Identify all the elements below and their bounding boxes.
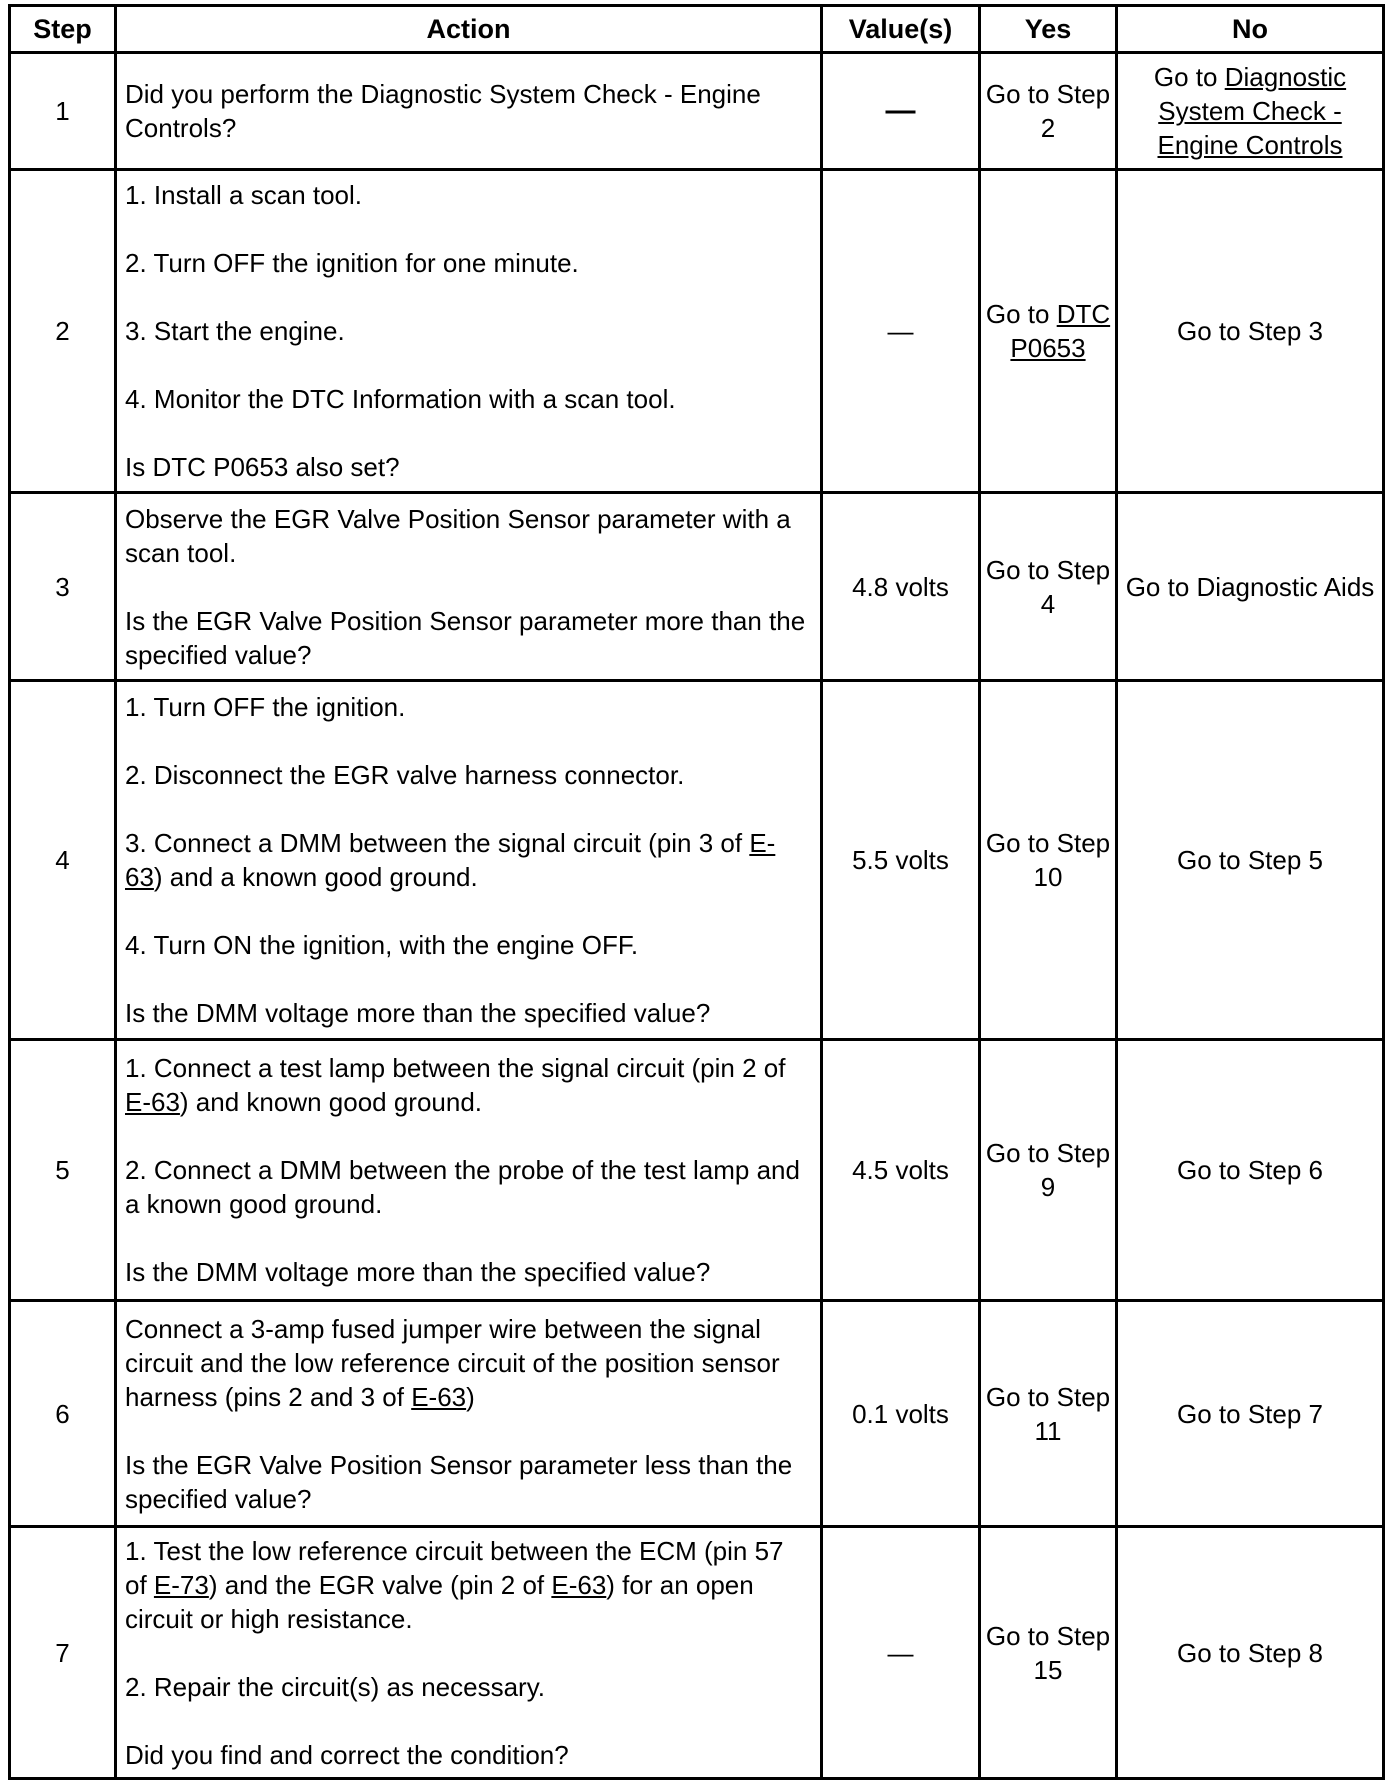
step-number: 1 [10,53,116,170]
text-run: 1. Test the low reference circuit between the ECM (pin 57 of [125,1535,784,1600]
action-paragraph [125,77,812,145]
text-run: 2. Turn OFF the ignition for one minute. [125,248,579,278]
table-row [10,681,1384,1040]
text-run: Go to Step 3 [1177,316,1323,346]
action-paragraph [125,1670,812,1704]
text-run: 2. Disconnect the EGR valve harness connector. [125,760,685,790]
text-run: Go to Step 11 [985,1381,1111,1446]
action-paragraph [125,1448,812,1516]
text-run: Go to Step 15 [985,1620,1111,1685]
text-run: Go to Step 8 [1177,1637,1323,1668]
text-run: 2. Repair the circuit(s) as necessary. [125,1671,545,1702]
text-run: Did you find and correct the condition? [125,1739,569,1770]
text-run: 3. Connect a DMM between the signal circuit (pin 3 of [125,828,750,858]
no-cell [1117,681,1384,1040]
text-run: 3. Start the engine. [125,316,345,346]
no-cell [1117,1527,1384,1779]
yes-cell [980,1301,1117,1527]
action-paragraph [125,604,812,672]
value-cell: 4.5 volts [822,1040,980,1301]
text-run: 1. Connect a test lamp between the signal circuit (pin 2 of [125,1053,786,1083]
action-paragraph [125,1051,812,1119]
action-paragraph [125,314,812,348]
reference-link[interactable]: E-63 [551,1569,607,1600]
text-run: Go to [985,299,1057,329]
action-paragraph [125,382,812,416]
text-run: Is the EGR Valve Position Sensor parameter more than the specified value? [125,605,806,670]
action-paragraph [125,502,812,570]
reference-link[interactable]: E-63 [411,1381,467,1412]
action-cell [116,170,822,493]
step-number: 5 [10,1040,116,1301]
action-cell [116,1040,822,1301]
table-row [10,1527,1384,1779]
value-cell: 0.1 volts [822,1301,980,1527]
action-cell [116,1301,822,1527]
yes-cell [980,53,1117,170]
action-paragraph [125,178,812,212]
action-paragraph [125,928,812,962]
action-paragraph [125,450,812,484]
table-row [10,1040,1384,1301]
text-run: ) [466,1381,475,1412]
yes-cell [980,681,1117,1040]
text-run: Go to Step 9 [985,1138,1111,1202]
no-cell [1117,493,1384,681]
no-cell [1117,1040,1384,1301]
no-header: No [1117,6,1384,53]
action-paragraph [125,826,812,894]
value-cell: — [822,170,980,493]
table-row [10,493,1384,681]
text-run: Go to Step 10 [985,828,1111,892]
no-cell [1117,1301,1384,1527]
values-header: Value(s) [822,6,980,53]
text-run: Is the DMM voltage more than the specified value? [125,1257,711,1287]
reference-link[interactable]: E-73 [153,1569,209,1600]
step-number: 4 [10,681,116,1040]
text-run: Is the EGR Valve Position Sensor parameter less than the specified value? [125,1449,793,1514]
value-cell: — [822,1527,980,1779]
action-paragraph [125,758,812,792]
step-number: 7 [10,1527,116,1779]
yes-cell [980,1040,1117,1301]
text-run: Go to Step 2 [985,79,1111,143]
action-cell [116,493,822,681]
header-row [10,6,1384,53]
yes-cell [980,1527,1117,1779]
step-header: Step [10,6,116,53]
action-paragraph [125,690,812,724]
reference-link[interactable]: E-63 [125,1087,180,1117]
text-run: Did you perform the Diagnostic System Check - Engine Controls? [125,79,761,143]
action-paragraph [125,1255,812,1289]
action-header: Action [116,6,822,53]
text-run: ) and a known good ground. [153,862,478,892]
table-row [10,170,1384,493]
text-run: Go to Step 4 [985,554,1111,619]
action-paragraph [125,1153,812,1221]
text-run: 4. Turn ON the ignition, with the engine OFF. [125,930,639,960]
action-paragraph [125,996,812,1030]
text-run: Is the DMM voltage more than the specified value? [125,998,711,1028]
yes-header: Yes [980,6,1117,53]
no-cell [1117,53,1384,170]
value-cell: 4.8 volts [822,493,980,681]
action-paragraph [125,1312,812,1414]
text-run: Go to Step 5 [1177,845,1323,875]
text-run: Observe the EGR Valve Position Sensor parameter with a scan tool. [125,503,791,568]
action-cell [116,1527,822,1779]
text-run: 1. Turn OFF the ignition. [125,692,406,722]
step-number: 3 [10,493,116,681]
reference-link[interactable]: DTC P0653 [1010,299,1111,363]
action-cell [116,53,822,170]
step-number: 6 [10,1301,116,1527]
action-cell [116,681,822,1040]
text-run: 4. Monitor the DTC Information with a scan tool. [125,384,676,414]
text-run: Go to Step 7 [1177,1398,1323,1429]
text-run: Go to Step 6 [1177,1155,1323,1185]
yes-cell [980,493,1117,681]
text-run: Connect a 3-amp fused jumper wire between the signal circuit and the low reference circuit of the position sensor harness (pins 2 and 3 of [125,1313,780,1412]
action-paragraph [125,1738,812,1772]
text-run: ) and known good ground. [179,1087,483,1117]
action-paragraph [125,1534,812,1636]
text-run: Is DTC P0653 also set? [125,452,400,482]
table-row [10,1301,1384,1527]
text-run: ) for an open circuit or high resistance. [125,1569,754,1634]
reference-link[interactable]: E-63 [125,828,776,892]
table-row [10,53,1384,170]
value-cell: 5.5 volts [822,681,980,1040]
no-cell [1117,170,1384,493]
action-paragraph [125,246,812,280]
value-cell: — [822,53,980,170]
reference-link[interactable]: Diagnostic System Check - Engine Controls [1157,62,1347,160]
diagnostic-table [8,4,1385,1780]
text-run: Go to [1153,62,1225,92]
text-run: ) and the EGR valve (pin 2 of [208,1569,552,1600]
text-run: 1. Install a scan tool. [125,180,363,210]
text-run: Go to Diagnostic Aids [1125,571,1375,602]
text-run: 2. Connect a DMM between the probe of the test lamp and a known good ground. [125,1155,800,1219]
yes-cell [980,170,1117,493]
step-number: 2 [10,170,116,493]
